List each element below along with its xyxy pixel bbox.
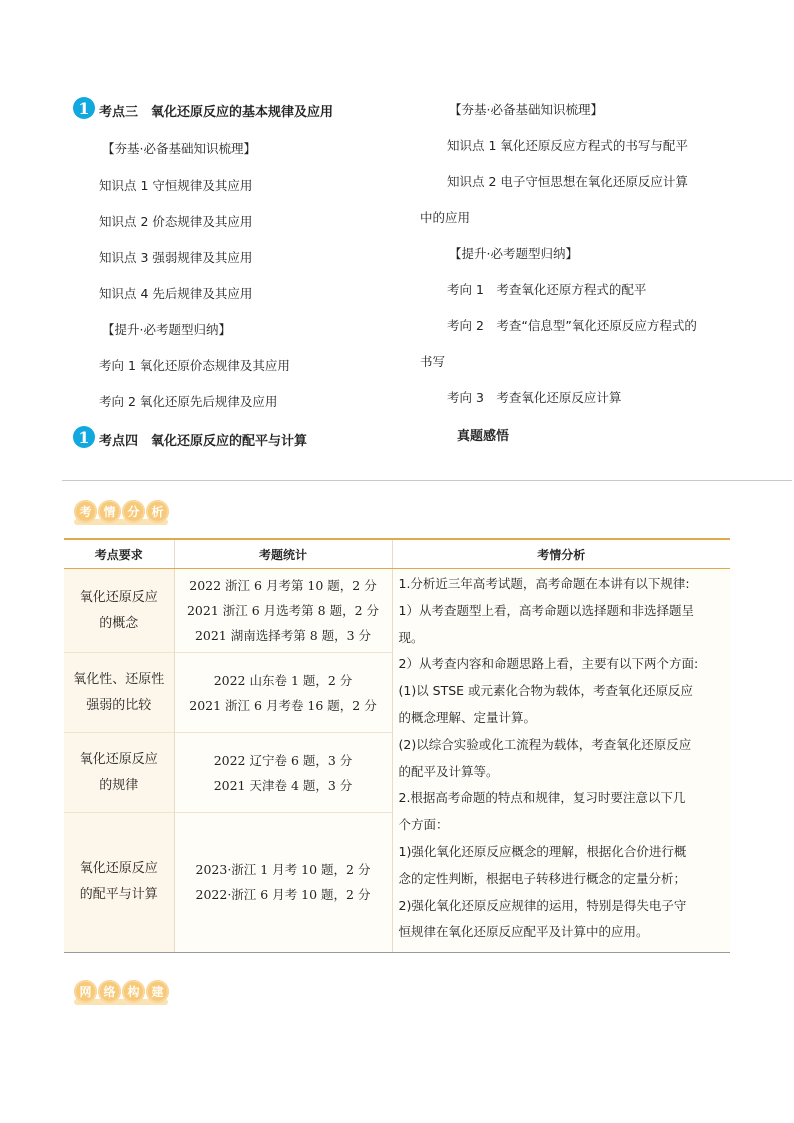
divider <box>62 480 792 481</box>
exam-direction: 考向 2 考查“信息型”氧化还原反应方程式的 <box>447 318 697 333</box>
knowledge-point-continued: 中的应用 <box>420 210 471 225</box>
tag-char: 构 <box>122 980 145 1003</box>
knowledge-point: 知识点 2 价态规律及其应用 <box>99 214 253 229</box>
tag-char: 析 <box>146 500 169 523</box>
exam-direction: 考向 3 考查氧化还原反应计算 <box>447 390 622 405</box>
table-cell-requirement: 氧化还原反应 的配平与计算 <box>64 813 174 952</box>
table-cell-requirement: 氧化还原反应 的规律 <box>64 733 174 813</box>
table-header: 考情分析 <box>392 539 730 569</box>
exam-analysis-table <box>64 538 730 952</box>
exam-direction: 考向 2 氧化还原先后规律及应用 <box>99 394 278 409</box>
table-cell-requirement: 氧化还原反应 的概念 <box>64 569 174 653</box>
raise-heading: 【提升·必考题型归纳】 <box>102 322 231 337</box>
table-cell-statistics: 2022 山东卷 1 题，2 分 2021 浙江 6 月考卷 16 题，2 分 <box>174 653 392 733</box>
kp4-title: 考点四 氧化还原反应的配平与计算 <box>99 434 308 449</box>
basic-heading: 【夯基·必备基础知识梳理】 <box>449 102 603 117</box>
table-cell-statistics: 2023·浙江 1 月考 10 题，2 分 2022·浙江 6 月考 10 题，2 分 <box>174 813 392 952</box>
tag-char: 络 <box>98 980 121 1003</box>
section-number-badge: 1 <box>73 426 95 448</box>
real-exam-heading: 真题感悟 <box>457 429 510 444</box>
table-cell-statistics: 2022 辽宁卷 6 题，3 分 2021 天津卷 4 题，3 分 <box>174 733 392 813</box>
table-cell-statistics: 2022 浙江 6 月考第 10 题，2 分 2021 浙江 6 月选考第 8 题，2 分 2021 湖南选择考第 8 题，3 分 <box>174 569 392 653</box>
tag-char: 分 <box>122 500 145 523</box>
tag-char: 网 <box>74 980 97 1003</box>
section-number-badge: 1 <box>73 97 95 119</box>
section-tag-exam-analysis <box>74 500 169 525</box>
table-bottom-rule <box>64 952 730 953</box>
knowledge-point: 知识点 1 氧化还原反应方程式的书写与配平 <box>447 138 688 153</box>
basic-heading: 【夯基·必备基础知识梳理】 <box>102 141 256 156</box>
knowledge-point: 知识点 1 守恒规律及其应用 <box>99 178 253 193</box>
knowledge-point: 知识点 3 强弱规律及其应用 <box>99 250 253 265</box>
table-header: 考题统计 <box>174 539 392 569</box>
table-cell-requirement: 氧化性、还原性 强弱的比较 <box>64 653 174 733</box>
kp3-title: 考点三 氧化还原反应的基本规律及应用 <box>99 105 334 120</box>
raise-heading: 【提升·必考题型归纳】 <box>449 246 578 261</box>
table-cell-analysis: 1.分析近三年高考试题，高考命题在本讲有以下规律: 1）从考查题型上看，高考命题以选择题和非选择题呈 现。 2）从考查内容和命题思路上看，主要有以下两个方面: (1)以 STSE 或元素化合物为载体，考查氧化还原反应 的概念理解、定量计算。 (2)以综合实验或化工流程为载体，考查氧化还原反应 的配平及计算等。 2.根据高考命题的特点和规律，复习时要注意以下几 个方面： 1)强化氧化还原反应概念的理解，根据化合价进行概 念的定性判断，根据电子转移进行概念的定量分析； 2)强化氧化还原反应规律的运用，特别是得失电子守 恒规律在氧化还原反应配平及计算中的应用。 <box>392 569 730 952</box>
tag-char: 考 <box>74 500 97 523</box>
knowledge-point: 知识点 4 先后规律及其应用 <box>99 286 253 301</box>
table-header: 考点要求 <box>64 539 174 569</box>
tag-char: 建 <box>146 980 169 1003</box>
tag-char: 情 <box>98 500 121 523</box>
knowledge-point: 知识点 2 电子守恒思想在氧化还原反应计算 <box>447 174 688 189</box>
exam-direction: 考向 1 考查氧化还原方程式的配平 <box>447 282 647 297</box>
exam-direction: 考向 1 氧化还原价态规律及其应用 <box>99 358 290 373</box>
section-tag-network-construction <box>74 980 169 1005</box>
exam-direction-continued: 书写 <box>420 354 446 369</box>
